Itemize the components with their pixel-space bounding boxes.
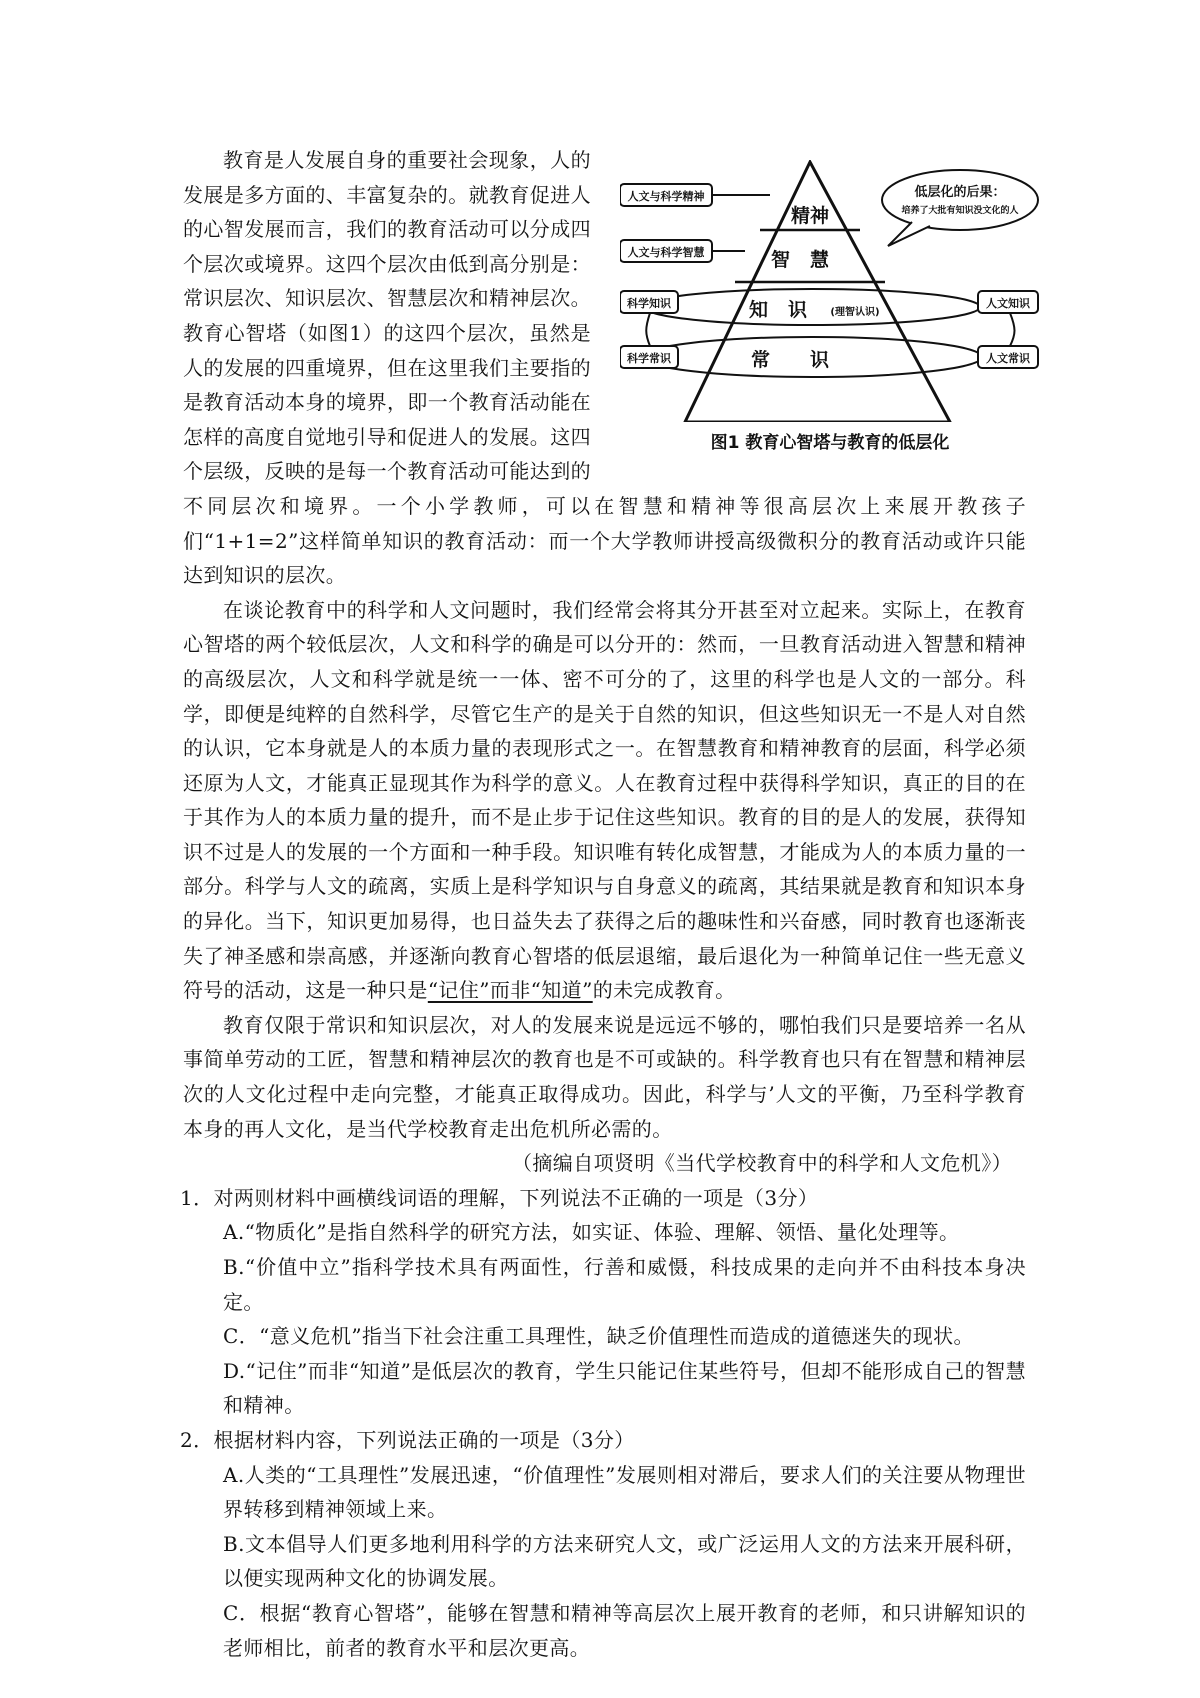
level-knowledge: 知识 bbox=[748, 299, 828, 321]
paragraph-2-end: 的未完成教育。 bbox=[592, 978, 736, 1003]
question-1-option-d: D.“记住”而非“知道”是低层次的教育，学生只能记住某些符号，但却不能形成自己的智慧和精神。 bbox=[223, 1358, 1026, 1418]
bubble-text: 培养了大批有知识没文化的人 bbox=[901, 206, 1019, 216]
question-2-option-c: C．根据“教育心智塔”，能够在智慧和精神等高层次上展开教育的老师，和只讲解知识的老师相比，前者的教育水平和层次更高。 bbox=[223, 1600, 1026, 1660]
paragraph-3: 教育仅限于常识和知识层次，对人的发展来说是远远不够的，哪怕我们只是要培养一名从事简单劳动的工匠，智慧和精神层次的教育也是不可或缺的。科学教育也只有在智慧和精神层次的人文化过程中走向完整，才能真正取得成功。因此，科学与’人文的平衡，乃至科学教育本身的再人文化，是当代学校教育走出危机所必需的。 bbox=[183, 1012, 1026, 1141]
question-2-stem: 2．根据材料内容，下列说法正确的一项是（3分） bbox=[180, 1427, 635, 1452]
box-label-5: 人文知识 bbox=[986, 297, 1030, 310]
figure-caption: 图1 教育心智塔与教育的低层化 bbox=[710, 433, 950, 453]
level-spirit: 精神 bbox=[790, 205, 830, 227]
passage bbox=[180, 143, 1026, 1665]
box-label-3: 科学知识 bbox=[627, 297, 671, 310]
paragraph-2-text: 在谈论教育中的科学和人文问题时，我们经常会将其分开甚至对立起来。实际上，在教育心智塔的两个较低层次，人文和科学的确是可以分开的：然而，一旦教育活动进入智慧和精神的高级层次，人文和科学就是统一一体、密不可分的了，这里的科学也是人文的一部分。科学，即便是纯粹的自然科学，尽管它生产的是关于自然的知识，但这些知识无一不是人对自然的认识，它本身就是人的本质力量的表现形式之一。在智慧教育和精神教育的层面，科学必须还原为人文，才能真正显现其作为科学的意义。人在教育过程中获得科学知识，真正的目的在于其作为人的本质力量的提升，而不是止步于记住这些知识。教育的目的是人的发展，获得知识不过是人的发展的一个方面和一种手段。知识唯有转化成智慧，才能成为人的本质力量的一部分。科学与人文的疏离，实质上是科学知识与自身意义的疏离，其结果就是教育和知识本身的异化。当下，知识更加易得，也日益失去了获得之后的趣味性和兴奋感，同时教育也逐渐丧失了神圣感和崇高感，并逐渐向教育心智塔的低层退缩，最后退化为一种简单记住一些无意义符号的活动，这是一种只是 bbox=[183, 597, 1026, 1003]
box-label-1: 人文与科学精神 bbox=[627, 190, 705, 203]
underlined-phrase: “记住”而非“知道” bbox=[427, 978, 593, 1003]
bubble-title: 低层化的后果： bbox=[914, 185, 1006, 200]
question-1-stem: 1．对两则材料中画横线词语的理解，下列说法不正确的一项是（3分） bbox=[180, 1185, 819, 1210]
box-label-4: 科学常识 bbox=[627, 352, 671, 365]
question-1-option-a: A.“物质化”是指自然科学的研究方法，如实证、体验、理解、领悟、量化处理等。 bbox=[223, 1220, 960, 1245]
paragraph-2 bbox=[183, 593, 1026, 1008]
question-2-option-b: B.文本倡导人们更多地利用科学的方法来研究人文，或广泛运用人文的方法来开展科研，以便实现两种文化的协调发展。 bbox=[223, 1531, 1026, 1591]
paragraph-1: 教育是人发展自身的重要社会现象，人的发展是多方面的、丰富复杂的。就教育促进人的心智发展而言，我们的教育活动可以分成四个层次或境界。这四个层次由低到高分别是：常识层次、知识层次、智慧层次和精神层次。教育心智塔（如图1）的这四个层次，虽然是人的发展的四重境界，但在这里我们主要指的是教育活动本身的境界，即一个教育活动能在怎样的高度自觉地引导和促进人的发展。这四个层级，反映的是每一个教育活动可能达到的不同层次和境界。一个小学教师，可以在智慧和精神等很高层次上来展开教孩子们“1+1=2”这样简单知识的教育活动：而一个大学教师讲授高级微积分的教育活动或许只能达到知识的层次。 bbox=[183, 148, 1026, 588]
level-wisdom: 智慧 bbox=[770, 249, 850, 271]
box-label-2: 人文与科学智慧 bbox=[627, 246, 705, 259]
box-label-6: 人文常识 bbox=[986, 352, 1030, 365]
question-2-option-a: A.人类的“工具理性”发展迅速，“价值理性”发展则相对滞后，要求人们的关注要从物理世界转移到精神领域上来。 bbox=[223, 1462, 1026, 1522]
source-citation: （摘编自项贤明《当代学校教育中的科学和人文危机》） bbox=[512, 1151, 1012, 1176]
question-1-option-b: B.“价值中立”指科学技术具有两面性，行善和威慑，科技成果的走向并不由科技本身决定。 bbox=[223, 1255, 1026, 1314]
question-1-option-c: C．“意义危机”指当下社会注重工具理性，缺乏价值理性而造成的道德迷失的现状。 bbox=[223, 1324, 974, 1349]
level-common: 常识 bbox=[750, 349, 870, 371]
knowledge-note: (理智认识) bbox=[830, 307, 880, 318]
